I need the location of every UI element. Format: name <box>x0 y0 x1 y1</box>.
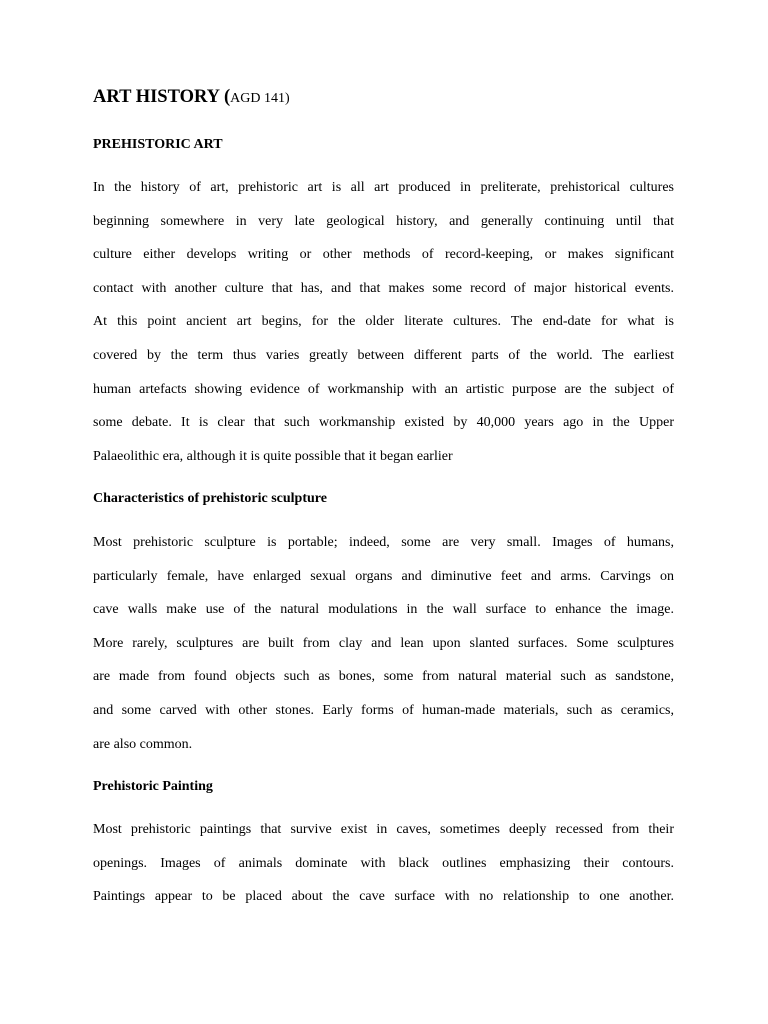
text-line: At this point ancient art begins, for the older literate cultures. The end-date for what is <box>93 314 674 330</box>
text-line: Most prehistoric paintings that survive exist in caves, sometimes deeply recessed from their <box>93 822 674 837</box>
section-heading-painting: Prehistoric Painting <box>93 779 213 794</box>
title-main: ART HISTORY ( <box>93 87 231 107</box>
text-line: contact with another culture that has, and that makes some record of major historical events. <box>93 280 674 296</box>
section-heading-prehistoric-art: PREHISTORIC ART <box>93 137 223 152</box>
text-line: cave walls make use of the natural modulations in the wall surface to enhance the image. <box>93 602 674 618</box>
text-line: culture either develops writing or other methods of record-keeping, or makes significant <box>93 247 674 263</box>
text-line: In the history of art, prehistoric art is all art produced in preliterate, prehistorical cultures <box>93 180 674 195</box>
course-code: AGD 141) <box>230 91 290 106</box>
section-heading-sculpture: Characteristics of prehistoric sculpture <box>93 491 327 506</box>
text-line: some debate. It is clear that such workmanship existed by 40,000 years ago in the Upper <box>93 415 674 431</box>
text-line: beginning somewhere in very late geological history, and generally continuing until that <box>93 213 674 229</box>
section-body-sculpture <box>93 526 674 761</box>
section-body-painting <box>93 813 674 914</box>
text-line: Most prehistoric sculpture is portable; indeed, some are very small. Images of humans, <box>93 535 674 550</box>
document-title <box>93 86 290 110</box>
section-body-prehistoric-art <box>93 171 674 473</box>
text-line: Paintings appear to be placed about the cave surface with no relationship to one another. <box>93 889 674 905</box>
text-line: are made from found objects such as bones, some from natural material such as sandstone, <box>93 669 674 685</box>
text-line: are also common. <box>93 736 193 752</box>
text-line: human artefacts showing evidence of workmanship with an artistic purpose are the subject of <box>93 381 674 397</box>
text-line: covered by the term thus varies greatly between different parts of the world. The earliest <box>93 347 674 363</box>
text-line: Palaeolithic era, although it is quite possible that it began earlier <box>93 448 453 464</box>
text-line: More rarely, sculptures are built from clay and lean upon slanted surfaces. Some sculptures <box>93 635 674 651</box>
text-line: particularly female, have enlarged sexual organs and diminutive feet and arms. Carvings on <box>93 568 674 584</box>
text-line: and some carved with other stones. Early forms of human-made materials, such as ceramics, <box>93 702 674 718</box>
text-line: openings. Images of animals dominate with black outlines emphasizing their contours. <box>93 855 674 871</box>
